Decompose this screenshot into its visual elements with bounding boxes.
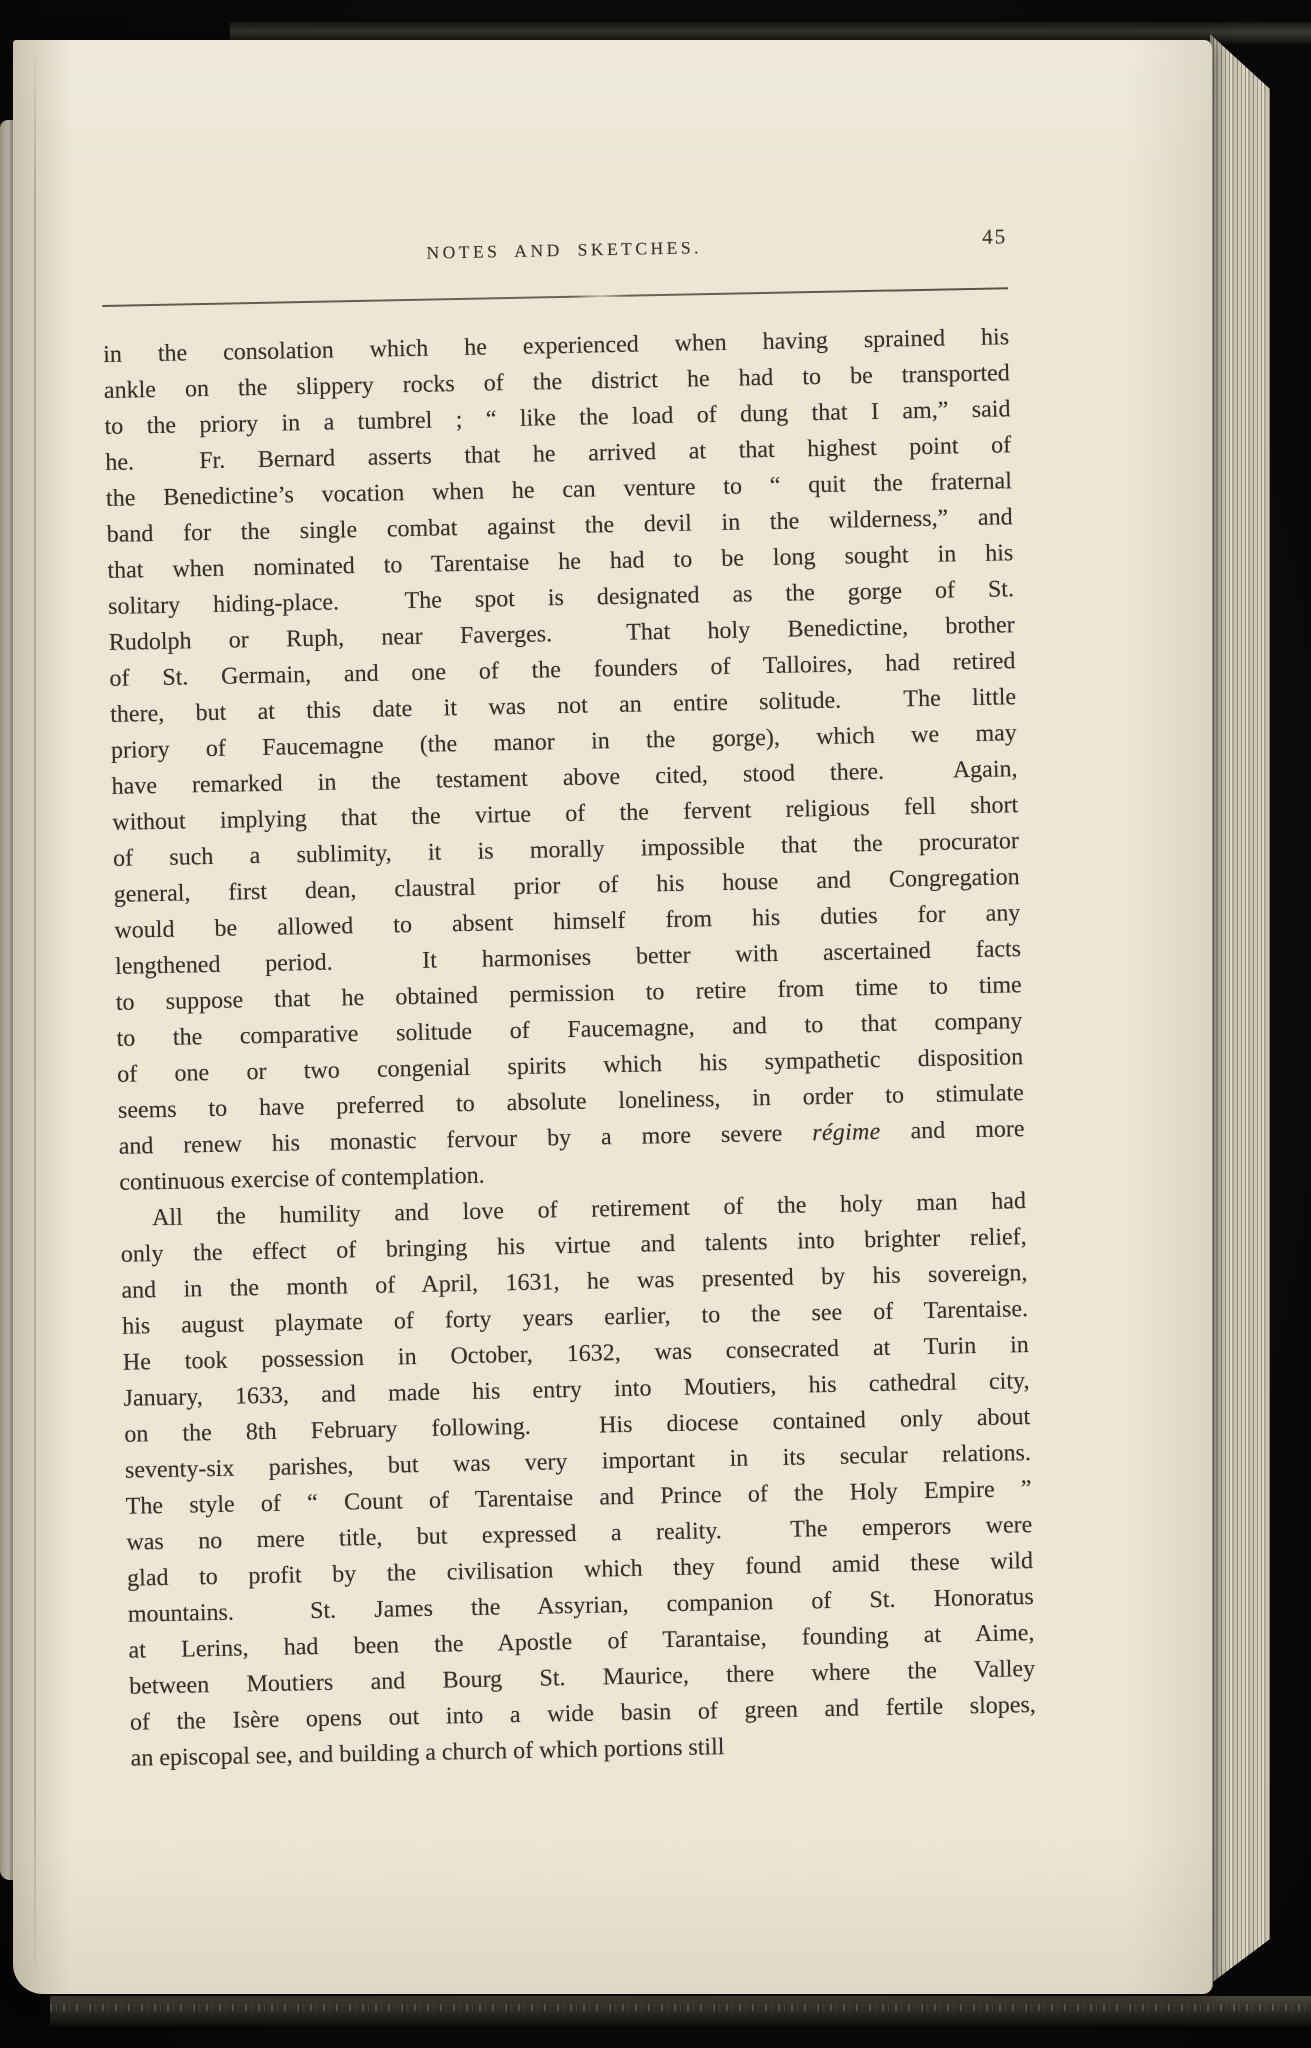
page-text [103, 319, 1037, 1776]
text-line: without implying that the virtue of the fervent religious fell short [112, 792, 1019, 836]
page-number: 45 [981, 224, 1008, 249]
text-line: He took possession in October, 1632, was consecrated at Turin in [122, 1332, 1029, 1376]
page-content [101, 224, 1037, 1776]
paragraph [103, 319, 1026, 1201]
text-line: have remarked in the testament above cited, stood there. Again, [111, 756, 1018, 800]
book-cover-edge-bottom [50, 1996, 1311, 2026]
text-line: priory of Faucemagne (the manor in the gorge), which we may [110, 720, 1018, 764]
text-line: to the comparative solitude of Faucemagne, and to that company [116, 1008, 1023, 1052]
text-line: and in the month of April, 1631, he was presented by his sovereign, [121, 1260, 1028, 1304]
text-line: in the consolation which he experienced when having sprained his [102, 324, 1010, 368]
text-line: that when nominated to Tarentaise he had to be long sought in his [107, 540, 1014, 584]
text-line: January, 1633, and made his entry into Moutiers, his cathedral city, [123, 1368, 1030, 1412]
text-line: All the humility and love of retirement of the holy man had [151, 1188, 1027, 1232]
text-line: ankle on the slippery rocks of the district he had to be transported [103, 360, 1010, 404]
text-line: at Lerins, had been the Apostle of Tarantaise, founding at Aime, [128, 1619, 1035, 1664]
running-title: NOTES AND SKETCHES. [426, 237, 703, 263]
text-line: to the priory in a tumbrel ; “ like the load of dung that I am,” said [104, 396, 1011, 440]
text-line: of the Isère opens out into a wide basin of green and fertile slopes, [129, 1691, 1037, 1736]
page-surface [13, 40, 1213, 1994]
text-line: Rudolph or Ruph, near Faverges. That holy Benedictine, brother [108, 612, 1015, 656]
text-line: mountains. St. James the Assyrian, companion of St. Honoratus [127, 1584, 1034, 1628]
text-line: solitary hiding-place. The spot is designated as the gorge of St. [107, 576, 1015, 620]
text-line: the Benedictine’s vocation when he can venture to “ quit the fraternal [105, 468, 1013, 512]
gutter-crease [34, 40, 36, 1994]
text-line: seems to have preferred to absolute loneliness, in order to stimulate [117, 1080, 1025, 1124]
text-line: glad to profit by the civilisation which they found amid these wild [126, 1548, 1034, 1592]
text-line: lengthened period. It harmonises better with ascertained facts [114, 936, 1022, 980]
text-line: on the 8th February following. His diocese contained only about [124, 1404, 1031, 1448]
text-line: of one or two congenial spirits which his sympathetic disposition [117, 1044, 1024, 1088]
text-line: there, but at this date it was not an entire solitude. The little [109, 684, 1017, 728]
text-line: he. Fr. Bernard asserts that he arrived at that highest point of [105, 432, 1012, 476]
text-line: was no mere title, but expressed a reality. The emperors were [126, 1512, 1033, 1556]
text-line: of such a sublimity, it is morally impossible that the procurator [112, 828, 1020, 872]
page-stack-edge [1210, 34, 1270, 1984]
text-line: only the effect of bringing his virtue and talents into brighter relief, [120, 1224, 1027, 1268]
text-line: would be allowed to absent himself from his duties for any [114, 900, 1021, 944]
text-line: continuous exercise of contemplation. [119, 1162, 485, 1196]
text-line: and renew his monastic fervour by a more severe régime and more [118, 1116, 1025, 1160]
text-line: his august playmate of forty years earlier, to the see of Tarentaise. [121, 1296, 1029, 1340]
text-line: seventy-six parishes, but was very important in its secular relations. [124, 1440, 1032, 1484]
text-line: to suppose that he obtained permission to retire from time to time [115, 972, 1022, 1016]
text-line: an episcopal see, and building a church of which portions still [130, 1734, 725, 1772]
text-line: The style of “ Count of Tarentaise and Prince of the Holy Empire ” [125, 1476, 1032, 1520]
page-header [101, 224, 1008, 293]
paragraph [120, 1183, 1037, 1777]
text-line: of St. Germain, and one of the founders of Talloires, had retired [109, 648, 1016, 692]
text-line: between Moutiers and Bourg St. Maurice, there where the Valley [128, 1655, 1036, 1700]
text-line: general, first dean, claustral prior of his house and Congregation [113, 864, 1020, 908]
text-line: band for the single combat against the devil in the wilderness,” and [106, 504, 1013, 548]
cover-texture [50, 2004, 1311, 2011]
